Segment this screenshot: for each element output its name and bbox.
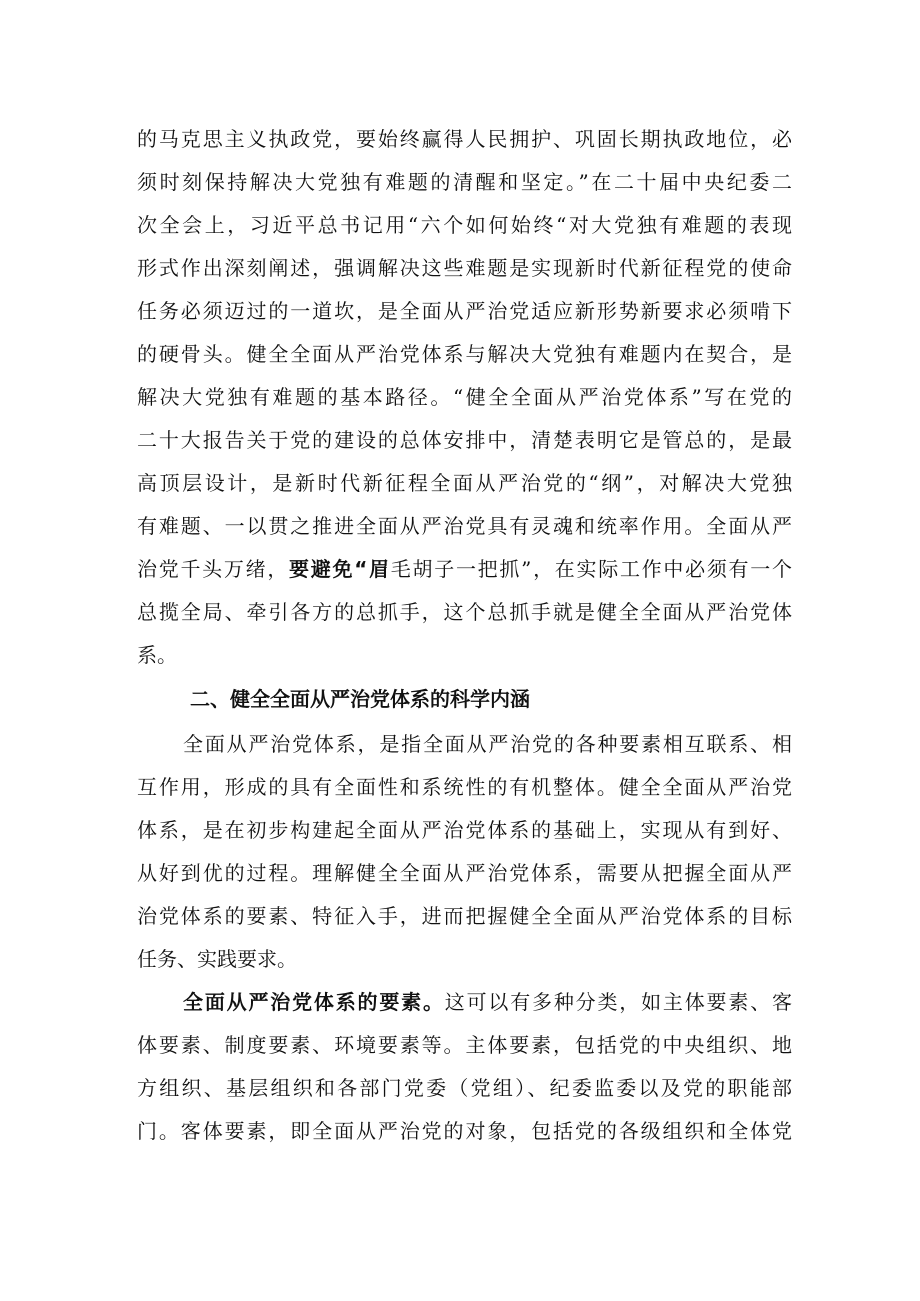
paragraph-line: 次全会上，习近平总书记用“六个如何始终“对大党独有难题的表现	[137, 213, 792, 237]
paragraph-line: 体要素、制度要素、环境要素等。主体要素，包括党的中央组织、地	[137, 1033, 792, 1057]
paragraph-line: 系。	[137, 643, 177, 667]
paragraph-line: 互作用，形成的具有全面性和系统性的有机整体。健全全面从严治党	[137, 775, 792, 799]
bold-lead: 全面从严治党体系的要素。	[183, 990, 445, 1014]
paragraph-line: 任务、实践要求。	[137, 947, 297, 971]
line-text: 毛胡子一把抓”，在实际工作中必须有一个	[390, 557, 792, 581]
paragraph-line: 的马克思主义执政党，要始终赢得人民拥护、巩固长期执政地位，必	[137, 127, 792, 151]
section-heading: 二、健全全面从严治党体系的科学内涵	[190, 687, 530, 711]
paragraph-line: 门。客体要素，即全面从严治党的对象，包括党的各级组织和全体党	[137, 1119, 792, 1143]
paragraph-line-mixed	[137, 554, 792, 584]
paragraph-line: 解决大党独有难题的基本路径。“健全全面从严治党体系”写在党的	[137, 385, 792, 409]
paragraph-line: 全面从严治党体系，是指全面从严治党的各种要素相互联系、相	[183, 732, 792, 756]
paragraph-line: 有难题、一以贯之推进全面从严治党具有灵魂和统率作用。全面从严	[137, 514, 792, 538]
paragraph-line: 形式作出深刻阐述，强调解决这些难题是实现新时代新征程党的使命	[137, 256, 792, 280]
paragraph-line: 的硬骨头。健全全面从严治党体系与解决大党独有难题内在契合，是	[137, 342, 792, 366]
paragraph-line: 体系，是在初步构建起全面从严治党体系的基础上，实现从有到好、	[137, 818, 792, 842]
paragraph-line: 须时刻保持解决大党独有难题的清醒和坚定。”在二十届中央纪委二	[137, 170, 792, 194]
bold-phrase: 要避免“眉	[289, 557, 391, 581]
paragraph-line: 治党体系的要素、特征入手，进而把握健全全面从严治党体系的目标	[137, 904, 792, 928]
paragraph-line: 任务必须迈过的一道坎，是全面从严治党适应新形势新要求必须啃下	[137, 299, 792, 323]
paragraph-line-mixed	[183, 987, 792, 1017]
paragraph-line: 总揽全局、牵引各方的总抓手，这个总抓手就是健全全面从严治党体	[137, 600, 792, 624]
paragraph-line: 方组织、基层组织和各部门党委（党组）、纪委监委以及党的职能部	[137, 1076, 792, 1100]
paragraph-line: 高顶层设计，是新时代新征程全面从严治党的“纲”，对解决大党独	[137, 471, 792, 495]
paragraph-line: 二十大报告关于党的建设的总体安排中，清楚表明它是管总的，是最	[137, 428, 792, 452]
line-text: 这可以有多种分类，如主体要素、客	[444, 990, 792, 1014]
paragraph-line: 从好到优的过程。理解健全全面从严治党体系，需要从把握全面从严	[137, 861, 792, 885]
line-text: 治党千头万绪，	[137, 557, 290, 581]
